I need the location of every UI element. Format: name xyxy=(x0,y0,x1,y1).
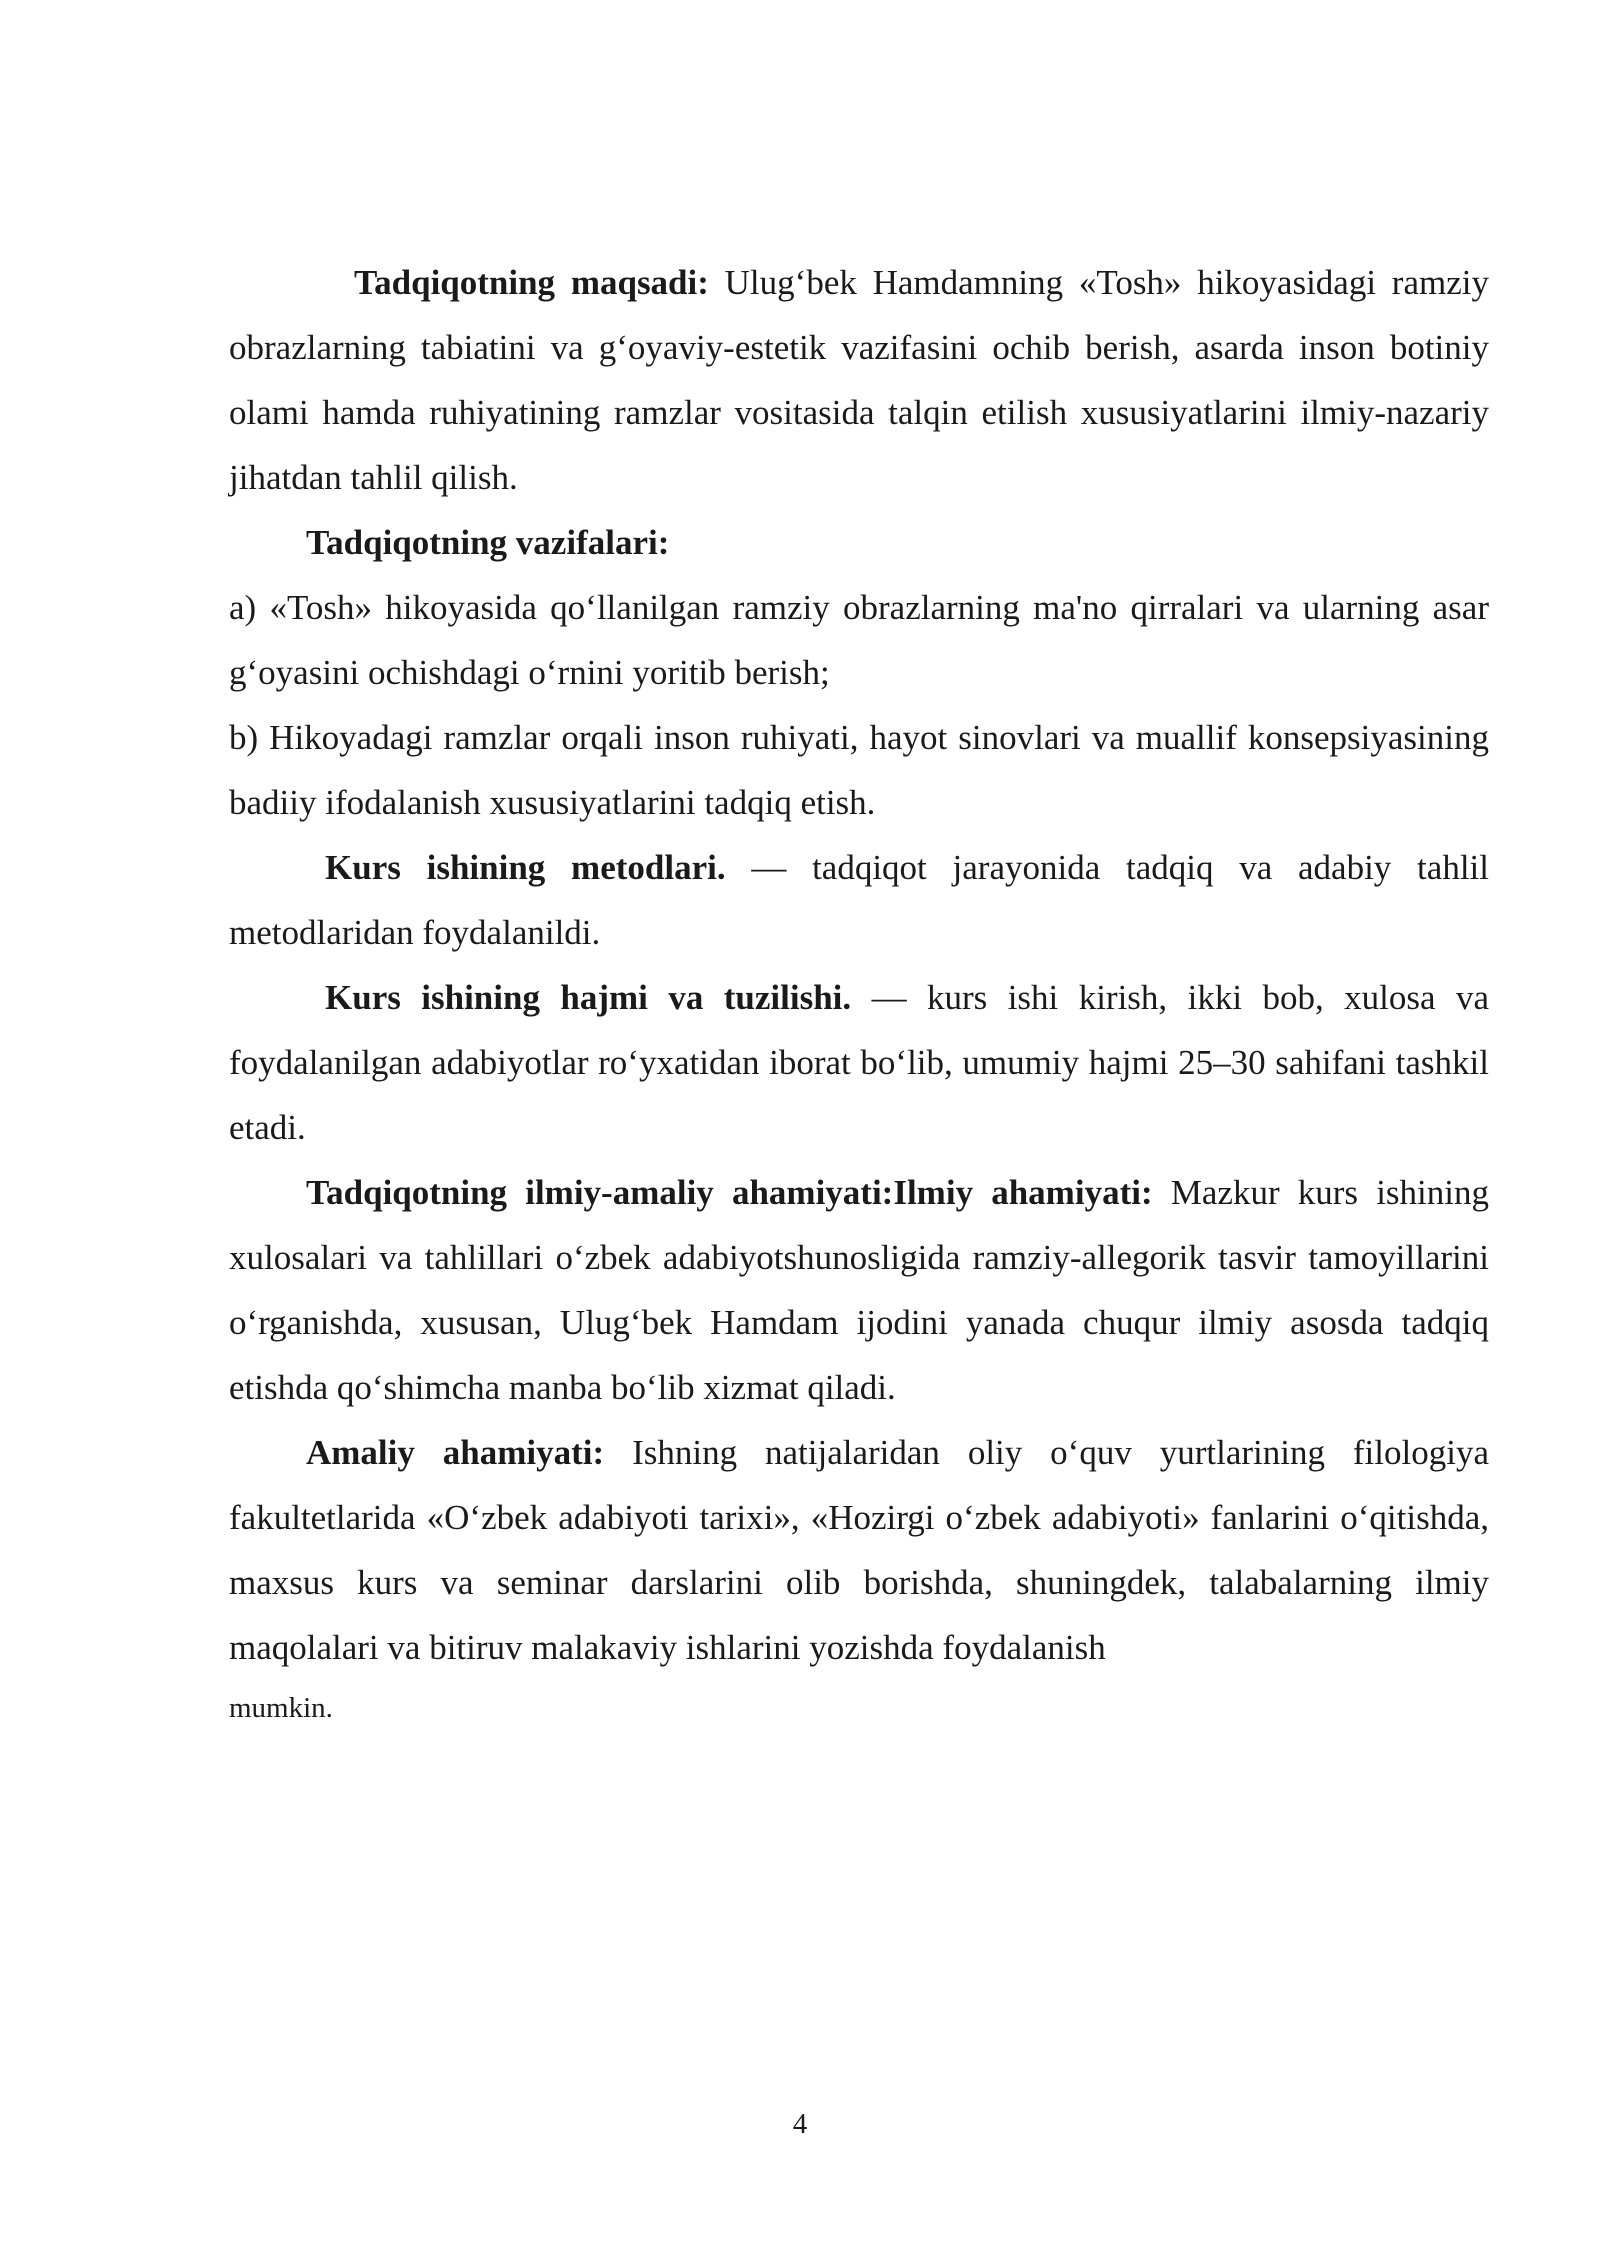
metodlar-text: — tadqiqot jarayonida tadqiq va adabiy tahlil metodlaridan foydalanildi. xyxy=(229,848,1489,952)
amaliy-tail: mumkin. xyxy=(229,1692,333,1724)
ahamiyat-text: Mazkur kurs ishining xulosalari va tahlillari o‘zbek adabiyotshunosligida ramziy-allegorik tasvir tamoyillarini o‘rganishda, xususan, Ulug‘bek Hamdam ijodini yanada chuqur ilmiy asosda tadqiq etishda qo‘shimcha manba bo‘lib xizmat qiladi. xyxy=(229,1173,1489,1407)
maqsad-text: Ulug‘bek Hamdamning «Tosh» hikoyasidagi ramziy obrazlarning tabiatini va g‘oyaviy-estetik vazifasini ochib berish, asarda inson botiniy olami hamda ruhiyatining ramzlar vositasida talqin etilish xususiyatlarini ilmiy-nazariy jihatdan tahlil qilish. xyxy=(229,263,1489,497)
vazifalar-item-a: a) «Tosh» hikoyasida qo‘llanilgan ramziy obrazlarning ma'no qirralari va ularning asar g‘oyasini ochishdagi o‘rnini yoritib berish; xyxy=(229,588,1489,692)
paragraph-amaliy xyxy=(229,1420,1489,1680)
metodlar-heading: Kurs ishining metodlari. xyxy=(325,848,726,887)
amaliy-text: Ishning natijalaridan oliy o‘quv yurtlarining filologiya fakultetlarida «O‘zbek adabiyoti tarixi», «Hozirgi o‘zbek adabiyoti» fanlarini o‘qitishda, maxsus kurs va seminar darslarini olib borishda, shuningdek, talabalarning ilmiy maqolalari va bitiruv malakaviy ishlarini yozishda foydalanish xyxy=(229,1433,1489,1667)
amaliy-heading: Amaliy ahamiyati: xyxy=(306,1433,605,1472)
paragraph-ahamiyat xyxy=(229,1160,1489,1420)
vazifalar-heading: Tadqiqotning vazifalari: xyxy=(306,523,670,562)
paragraph-maqsad xyxy=(229,250,1489,510)
hajm-text: — kurs ishi kirish, ikki bob, xulosa va foydalanilgan adabiyotlar ro‘yxatidan iborat bo‘lib, umumiy hajmi 25–30 sahifani tashkil etadi. xyxy=(229,978,1489,1147)
document-page xyxy=(229,250,1489,1728)
hajm-heading: Kurs ishining hajmi va tuzilishi. xyxy=(325,978,852,1017)
paragraph-hajm xyxy=(229,965,1489,1160)
ahamiyat-heading: Tadqiqotning ilmiy-amaliy ahamiyati:Ilmiy ahamiyati: xyxy=(306,1173,1153,1212)
maqsad-heading: Tadqiqotning maqsadi: xyxy=(354,263,709,302)
page-number: 4 xyxy=(792,2108,808,2140)
vazifalar-item-b: b) Hikoyadagi ramzlar orqali inson ruhiyati, hayot sinovlari va muallif konsepsiyasining badiiy ifodalanish xususiyatlarini tadqiq etish. xyxy=(229,718,1489,822)
paragraph-metodlar xyxy=(229,835,1489,965)
